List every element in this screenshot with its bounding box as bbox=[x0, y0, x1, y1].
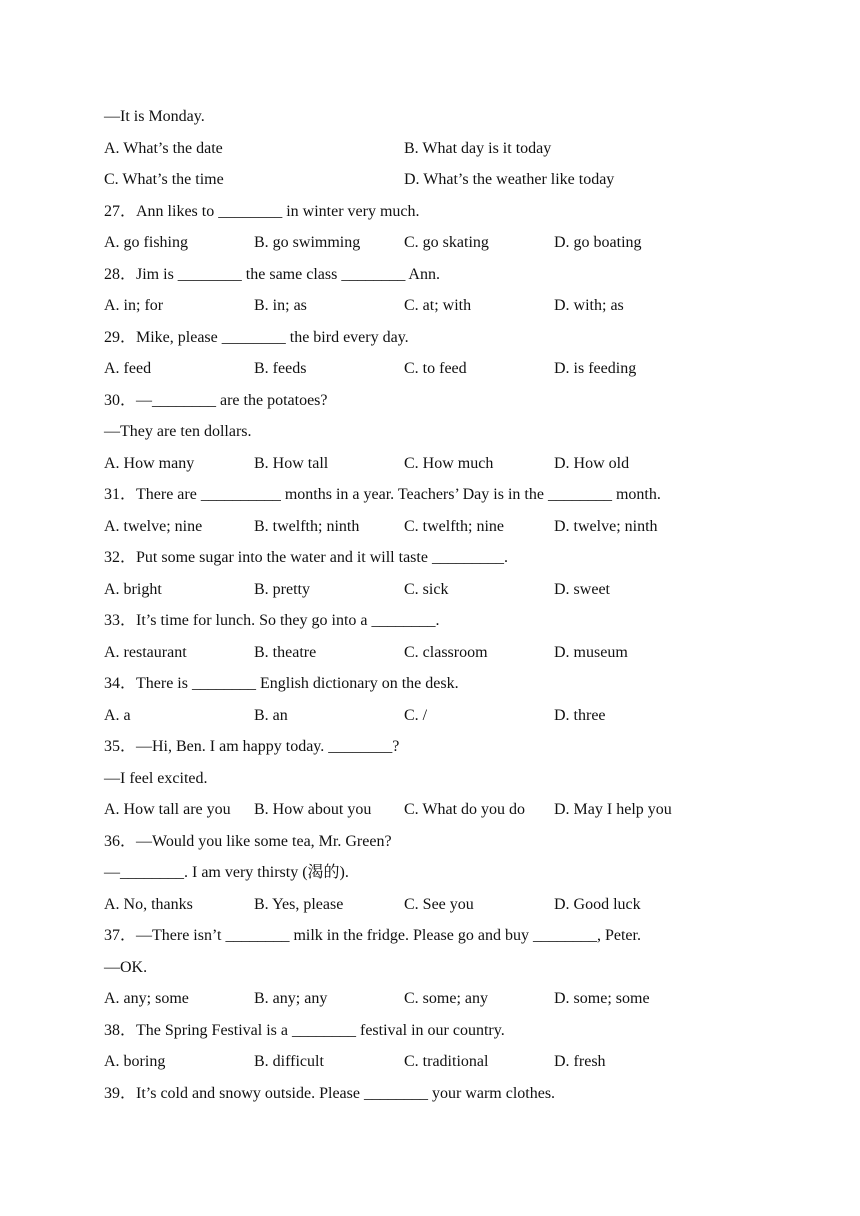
answer-option: B. theatre bbox=[254, 643, 317, 661]
answer-option: C. classroom bbox=[404, 643, 488, 661]
answer-option: B. any; any bbox=[254, 990, 328, 1007]
answer-options-row bbox=[104, 700, 804, 732]
answer-option: C. traditional bbox=[404, 1053, 489, 1070]
answer-option: C. go skating bbox=[404, 234, 489, 251]
answer-option: C. How much bbox=[404, 454, 494, 472]
dialogue-line: —It is Monday. bbox=[104, 108, 205, 125]
answer-option: A. any; some bbox=[104, 990, 189, 1007]
question-stem: 32．Put some sugar into the water and it will taste _________. bbox=[104, 549, 508, 566]
answer-option: A. What’s the date bbox=[104, 139, 223, 157]
answer-options-row bbox=[104, 290, 804, 322]
question-stem: 36．—Would you like some tea, Mr. Green? bbox=[104, 832, 392, 850]
question-stem: 38．The Spring Festival is a ________ festival in our country. bbox=[104, 1021, 505, 1039]
answer-option: B. pretty bbox=[254, 580, 310, 598]
question-stem: 31．There are __________ months in a year. Teachers’ Day is in the ________ month. bbox=[104, 486, 661, 503]
question-stem: 34．There is ________ English dictionary on the desk. bbox=[104, 675, 459, 692]
answer-option: C. See you bbox=[404, 895, 474, 913]
question-stem: 30．—________ are the potatoes? bbox=[104, 391, 328, 409]
answer-option: A. in; for bbox=[104, 297, 164, 314]
answer-options-row bbox=[104, 983, 804, 1015]
question-stem: 28．Jim is ________ the same class ________ Ann. bbox=[104, 265, 440, 283]
question-stem: 29．Mike, please ________ the bird every day. bbox=[104, 328, 409, 346]
answer-options-row bbox=[104, 1046, 804, 1078]
answer-option: B. an bbox=[254, 706, 288, 724]
answer-option: B. feeds bbox=[254, 360, 307, 377]
answer-option: C. some; any bbox=[404, 990, 488, 1007]
answer-option: B. How about you bbox=[254, 801, 372, 818]
answer-option: A. bright bbox=[104, 580, 162, 598]
answer-option: A. boring bbox=[104, 1053, 166, 1070]
answer-option: A. twelve; nine bbox=[104, 517, 203, 535]
dialogue-line: —OK. bbox=[104, 958, 148, 976]
question-stem: 37．—There isn’t ________ milk in the fridge. Please go and buy ________, Peter. bbox=[104, 927, 641, 944]
answer-option: B. in; as bbox=[254, 297, 307, 314]
answer-option: C. at; with bbox=[404, 297, 472, 314]
answer-option: D. Good luck bbox=[554, 895, 641, 913]
answer-option: D. is feeding bbox=[554, 360, 637, 377]
answer-option: B. What day is it today bbox=[404, 139, 552, 157]
answer-option: D. museum bbox=[554, 643, 628, 661]
answer-option: C. / bbox=[404, 706, 428, 724]
question-stem: 39．It’s cold and snowy outside. Please ________ your warm clothes. bbox=[104, 1084, 556, 1102]
answer-option: B. Yes, please bbox=[254, 895, 344, 913]
answer-option: D. three bbox=[554, 706, 606, 724]
answer-option: D. How old bbox=[554, 454, 630, 472]
dialogue-line: —They are ten dollars. bbox=[104, 423, 252, 440]
answer-option: C. sick bbox=[404, 580, 449, 598]
answer-option: C. What’s the time bbox=[104, 171, 224, 188]
answer-option: C. twelfth; nine bbox=[404, 517, 504, 535]
answer-option: D. What’s the weather like today bbox=[404, 171, 615, 188]
answer-option: C. to feed bbox=[404, 360, 467, 377]
answer-option: A. restaurant bbox=[104, 643, 187, 661]
answer-option: A. No, thanks bbox=[104, 895, 193, 913]
answer-option: A. go fishing bbox=[104, 234, 188, 251]
answer-option: A. a bbox=[104, 706, 131, 724]
answer-options-row bbox=[104, 227, 804, 259]
answer-option: B. difficult bbox=[254, 1053, 324, 1070]
answer-option: A. feed bbox=[104, 360, 152, 377]
question-stem: 35．—Hi, Ben. I am happy today. ________? bbox=[104, 738, 400, 755]
answer-option: C. What do you do bbox=[404, 801, 526, 818]
dialogue-line: —________. I am very thirsty (渴的). bbox=[104, 864, 349, 881]
answer-option: B. go swimming bbox=[254, 234, 361, 251]
answer-options-row bbox=[104, 133, 804, 165]
answer-option: D. with; as bbox=[554, 297, 624, 314]
answer-option: A. How many bbox=[104, 454, 195, 472]
answer-option: B. How tall bbox=[254, 454, 329, 472]
answer-options-row bbox=[104, 574, 804, 606]
question-stem: 27．Ann likes to ________ in winter very much. bbox=[104, 202, 420, 220]
answer-options-row bbox=[104, 448, 804, 480]
answer-option: D. go boating bbox=[554, 234, 642, 251]
answer-options-row bbox=[104, 353, 804, 385]
dialogue-line: —I feel excited. bbox=[104, 769, 208, 787]
answer-option: D. some; some bbox=[554, 990, 650, 1007]
answer-option: D. sweet bbox=[554, 580, 610, 598]
answer-options-row bbox=[104, 794, 804, 826]
document-page bbox=[104, 101, 804, 1109]
question-stem: 33．It’s time for lunch. So they go into a ________. bbox=[104, 612, 440, 629]
answer-option: D. May I help you bbox=[554, 801, 672, 818]
answer-options-row bbox=[104, 164, 804, 196]
answer-option: B. twelfth; ninth bbox=[254, 517, 360, 535]
answer-option: D. fresh bbox=[554, 1053, 606, 1070]
answer-options-row bbox=[104, 511, 804, 543]
answer-options-row bbox=[104, 637, 804, 669]
answer-option: A. How tall are you bbox=[104, 801, 231, 818]
answer-option: D. twelve; ninth bbox=[554, 517, 658, 535]
answer-options-row bbox=[104, 889, 804, 921]
